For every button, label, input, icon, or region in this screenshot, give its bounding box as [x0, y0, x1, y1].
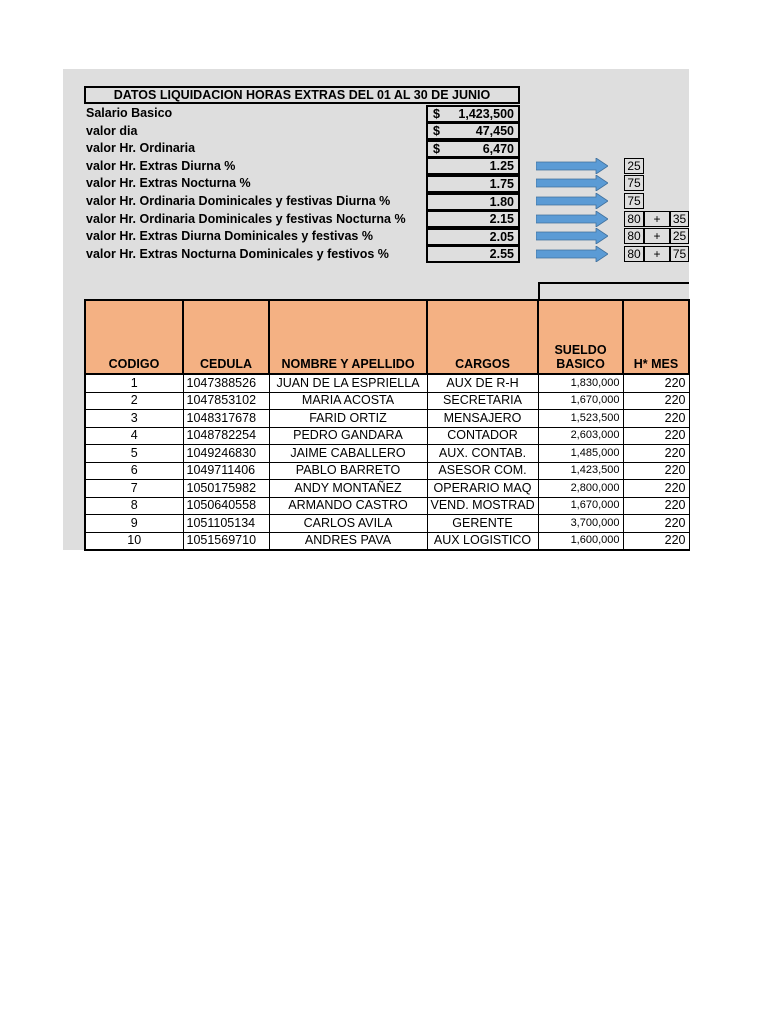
arrow-right-icon [536, 211, 608, 227]
cargo-cell[interactable]: GERENTE [427, 515, 538, 533]
ref-operator-cell[interactable]: + [644, 211, 670, 227]
nombre-cell[interactable]: FARID ORTIZ [269, 410, 427, 428]
cedula-cell[interactable]: 1047388526 [183, 374, 269, 392]
ref-cell[interactable]: 80 [624, 211, 644, 227]
cedula-cell[interactable]: 1050175982 [183, 480, 269, 498]
nombre-cell[interactable]: ARMANDO CASTRO [269, 497, 427, 515]
sueldo-cell[interactable]: 1,600,000 [538, 532, 623, 550]
hmes-cell[interactable]: 220 [623, 462, 689, 480]
param-value: 1.25 [489, 159, 514, 174]
cedula-cell[interactable]: 1048782254 [183, 427, 269, 445]
cargo-cell[interactable]: CONTADOR [427, 427, 538, 445]
employees-table [84, 299, 690, 551]
ref-cell[interactable]: 80 [624, 228, 644, 244]
bracket-line [538, 282, 540, 300]
arrow-right-icon [536, 246, 608, 262]
param-value-cell[interactable] [426, 193, 520, 211]
codigo-cell[interactable]: 2 [85, 392, 183, 410]
sueldo-cell[interactable]: 1,423,500 [538, 462, 623, 480]
table-row [85, 427, 689, 445]
param-value: 2.55 [489, 247, 514, 262]
nombre-cell[interactable]: ANDRES PAVA [269, 532, 427, 550]
param-value: 47,450 [475, 124, 514, 139]
table-header-row [85, 300, 689, 374]
header-hmes: H* MES [623, 300, 689, 374]
arrow-right-icon [536, 175, 608, 191]
nombre-cell[interactable]: PEDRO GANDARA [269, 427, 427, 445]
cedula-cell[interactable]: 1050640558 [183, 497, 269, 515]
param-label: valor Hr. Extras Diurna Dominicales y festivas % [86, 229, 373, 244]
nombre-cell[interactable]: JAIME CABALLERO [269, 445, 427, 463]
param-label: valor Hr. Ordinaria Dominicales y festivas Diurna % [86, 194, 391, 208]
param-value-cell[interactable] [426, 175, 520, 193]
hmes-cell[interactable]: 220 [623, 374, 689, 392]
param-label: valor Hr. Extras Nocturna Dominicales y festivos % [86, 246, 389, 261]
cedula-cell[interactable]: 1051569710 [183, 532, 269, 550]
nombre-cell[interactable]: JUAN DE LA ESPRIELLA [269, 374, 427, 392]
header-sueldo: SUELDO BASICO [538, 300, 623, 374]
cedula-cell[interactable]: 1049246830 [183, 445, 269, 463]
codigo-cell[interactable]: 10 [85, 532, 183, 550]
param-value: 2.15 [489, 212, 514, 227]
codigo-cell[interactable]: 1 [85, 374, 183, 392]
bracket-line [539, 282, 689, 284]
sueldo-cell[interactable]: 1,485,000 [538, 445, 623, 463]
param-value: 1,423,500 [458, 106, 514, 121]
arrow-right-icon [536, 158, 608, 174]
header-cedula: CEDULA [183, 300, 269, 374]
codigo-cell[interactable]: 9 [85, 515, 183, 533]
arrow-right-icon [536, 228, 608, 244]
table-row [85, 374, 689, 392]
cedula-cell[interactable]: 1048317678 [183, 410, 269, 428]
param-value-cell[interactable] [426, 157, 520, 175]
param-value-cell[interactable] [426, 245, 520, 263]
hmes-cell[interactable]: 220 [623, 410, 689, 428]
table-row [85, 532, 689, 550]
table-row [85, 497, 689, 515]
hmes-cell[interactable]: 220 [623, 392, 689, 410]
param-value-cell[interactable] [426, 105, 520, 123]
cargo-cell[interactable]: AUX DE R-H [427, 374, 538, 392]
ref-operator-cell[interactable]: + [644, 246, 670, 262]
header-nombre: NOMBRE Y APELLIDO [269, 300, 427, 374]
table-row [85, 445, 689, 463]
ref-cell[interactable]: 75 [624, 175, 644, 191]
param-label: valor Hr. Extras Nocturna % [86, 176, 251, 191]
cedula-cell[interactable]: 1051105134 [183, 515, 269, 533]
cargo-cell[interactable]: VEND. MOSTRAD [427, 497, 538, 515]
codigo-cell[interactable]: 5 [85, 445, 183, 463]
hmes-cell[interactable]: 220 [623, 532, 689, 550]
currency-symbol: $ [433, 106, 440, 121]
hmes-cell[interactable]: 220 [623, 445, 689, 463]
cargo-cell[interactable]: AUX LOGISTICO [427, 532, 538, 550]
param-label: valor Hr. Ordinaria Dominicales y festivas Nocturna % [86, 211, 406, 226]
table-row [85, 480, 689, 498]
cargo-cell[interactable]: SECRETARIA [427, 392, 538, 410]
cedula-cell[interactable]: 1049711406 [183, 462, 269, 480]
param-label: valor Hr. Extras Diurna % [86, 158, 236, 173]
nombre-cell[interactable]: CARLOS AVILA [269, 515, 427, 533]
ref-cell[interactable]: 35 [670, 211, 689, 227]
nombre-cell[interactable]: MARIA ACOSTA [269, 392, 427, 410]
ref-cell[interactable]: 25 [670, 228, 689, 244]
codigo-cell[interactable]: 4 [85, 427, 183, 445]
header-cargos: CARGOS [427, 300, 538, 374]
param-label: valor Hr. Ordinaria [86, 141, 196, 156]
hmes-cell[interactable]: 220 [623, 480, 689, 498]
hmes-cell[interactable]: 220 [623, 497, 689, 515]
hmes-cell[interactable]: 220 [623, 515, 689, 533]
ref-cell[interactable]: 25 [624, 158, 644, 174]
cedula-cell[interactable]: 1047853102 [183, 392, 269, 410]
cargo-cell[interactable]: OPERARIO MAQ [427, 480, 538, 498]
nombre-cell[interactable]: PABLO BARRETO [269, 462, 427, 480]
codigo-cell[interactable]: 7 [85, 480, 183, 498]
ref-cell[interactable]: 75 [670, 246, 689, 262]
sueldo-cell[interactable]: 1,670,000 [538, 497, 623, 515]
codigo-cell[interactable]: 6 [85, 462, 183, 480]
sueldo-cell[interactable]: 3,700,000 [538, 515, 623, 533]
param-value: 2.05 [489, 229, 514, 244]
param-value-cell[interactable] [426, 228, 520, 246]
cargo-cell[interactable]: AUX. CONTAB. [427, 445, 538, 463]
param-value-cell[interactable] [426, 140, 520, 158]
param-value: 1.75 [489, 176, 514, 191]
table-row [85, 410, 689, 428]
ref-cell[interactable]: 80 [624, 246, 644, 262]
param-value-cell[interactable] [426, 210, 520, 228]
currency-symbol: $ [433, 124, 440, 139]
param-value: 6,470 [482, 141, 514, 156]
table-row [85, 392, 689, 410]
sueldo-cell[interactable]: 1,523,500 [538, 410, 623, 428]
codigo-cell[interactable]: 8 [85, 497, 183, 515]
currency-symbol: $ [433, 141, 440, 156]
params-title: DATOS LIQUIDACION HORAS EXTRAS DEL 01 AL 30 DE JUNIO [84, 86, 520, 104]
param-value-cell[interactable] [426, 122, 520, 140]
sueldo-cell[interactable]: 2,800,000 [538, 480, 623, 498]
nombre-cell[interactable]: ANDY MONTAÑEZ [269, 480, 427, 498]
table-row [85, 515, 689, 533]
sueldo-cell[interactable]: 1,670,000 [538, 392, 623, 410]
ref-cell[interactable]: 75 [624, 193, 644, 209]
sueldo-cell[interactable]: 2,603,000 [538, 427, 623, 445]
header-codigo: CODIGO [85, 300, 183, 374]
codigo-cell[interactable]: 3 [85, 410, 183, 428]
param-value: 1.80 [489, 194, 514, 209]
sueldo-cell[interactable]: 1,830,000 [538, 374, 623, 392]
table-row [85, 462, 689, 480]
param-label: valor dia [86, 123, 138, 138]
cargo-cell[interactable]: ASESOR COM. [427, 462, 538, 480]
hmes-cell[interactable]: 220 [623, 427, 689, 445]
cargo-cell[interactable]: MENSAJERO [427, 410, 538, 428]
arrow-right-icon [536, 193, 608, 209]
ref-operator-cell[interactable]: + [644, 228, 670, 244]
param-label: Salario Basico [86, 106, 173, 120]
